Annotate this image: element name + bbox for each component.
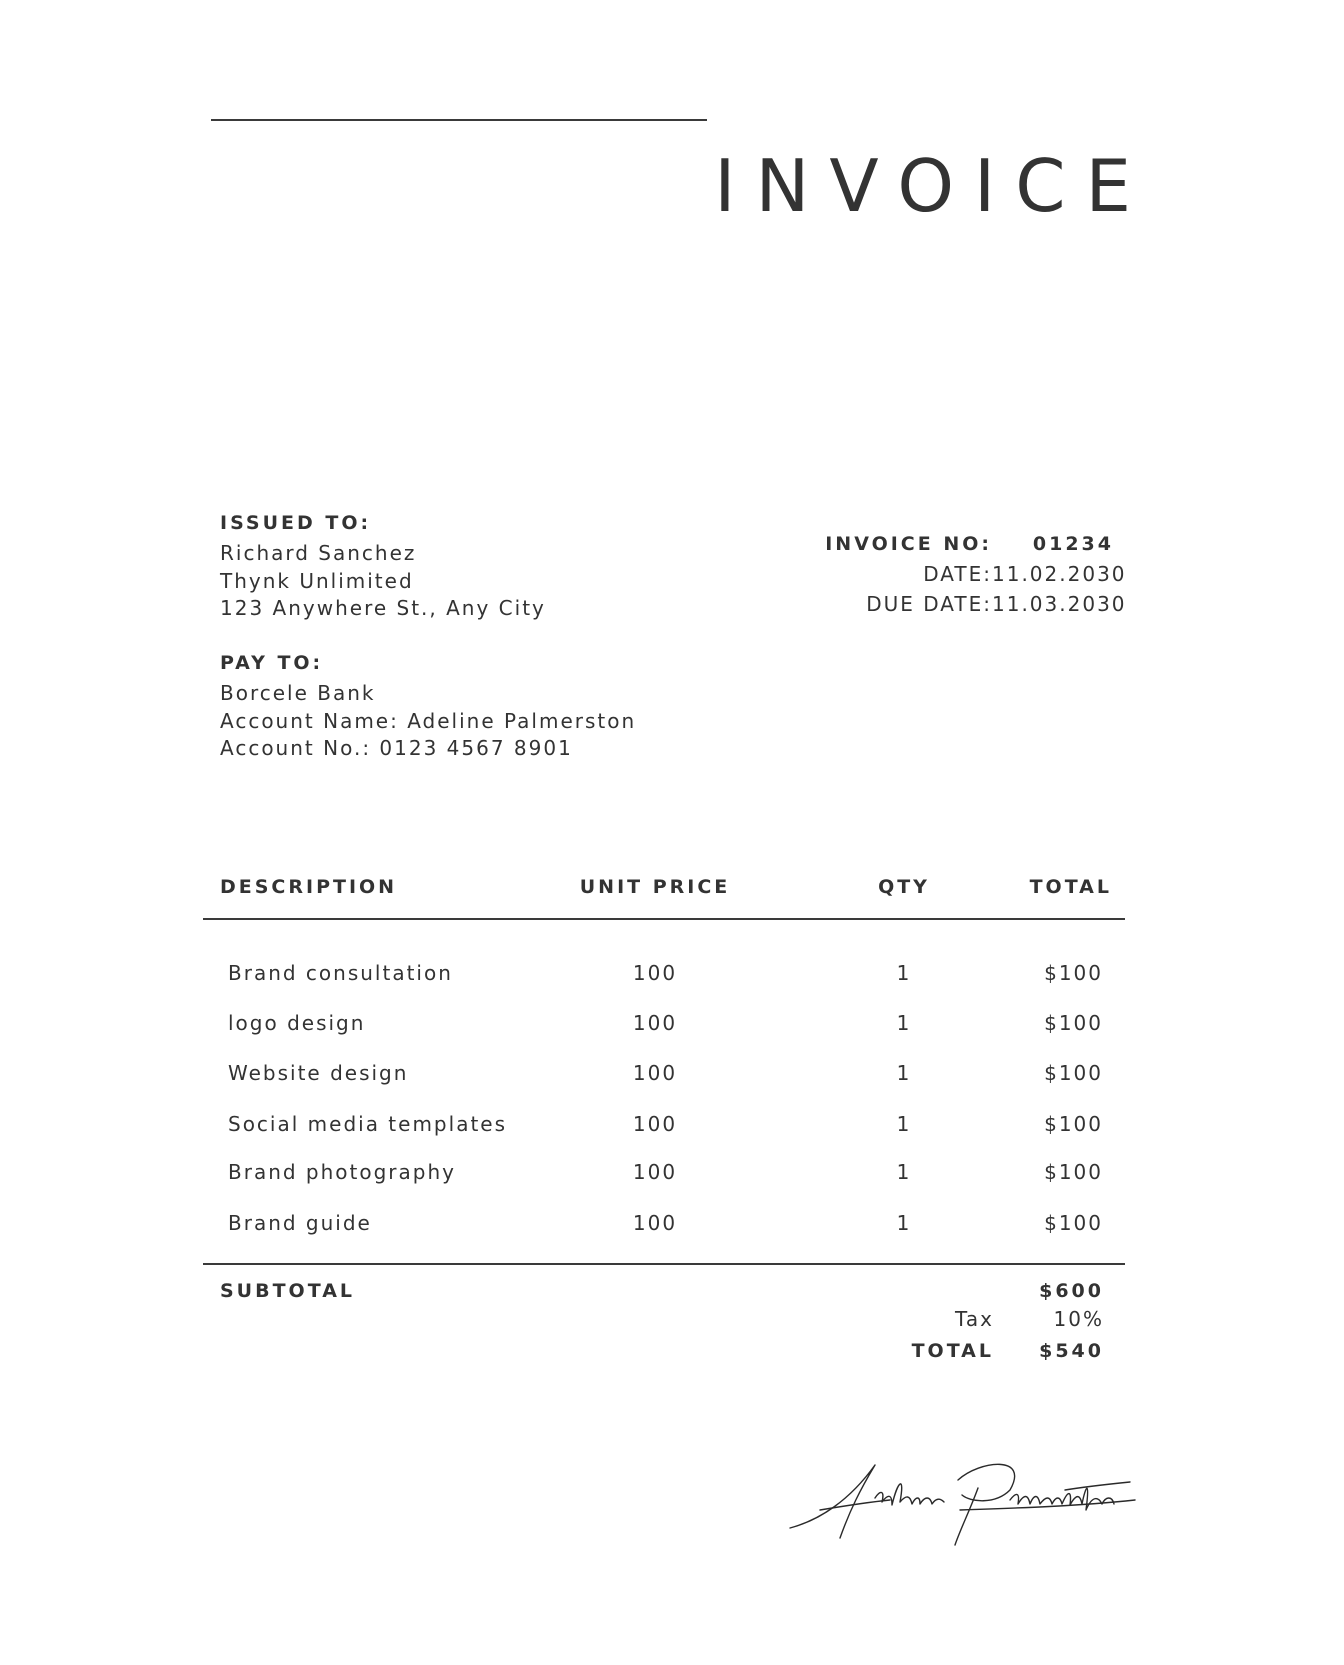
total-label: TOTAL: [911, 1340, 994, 1362]
header-unit-price: UNIT PRICE: [579, 876, 731, 898]
subtotal-row: [912, 1276, 1104, 1306]
due-date-row: [794, 589, 1127, 619]
invoice-no-value: 01234: [1032, 533, 1114, 555]
row-unit-price: 100: [632, 1112, 678, 1136]
client-address: 123 Anywhere St., Any City: [220, 596, 546, 620]
invoice-meta: [794, 529, 1127, 619]
due-date-label: DUE DATE:: [866, 592, 992, 616]
row-unit-price: 100: [632, 1211, 678, 1235]
row-unit-price: 100: [632, 1061, 678, 1085]
row-description: Brand photography: [228, 1160, 456, 1184]
subtotal-label: SUBTOTAL: [220, 1280, 356, 1302]
bank-name: Borcele Bank: [220, 681, 376, 705]
table-header: [203, 868, 1125, 920]
invoice-no-label: INVOICE NO:: [825, 533, 992, 555]
date-value: 11.02.2030: [992, 562, 1127, 586]
table-row: [203, 1157, 1125, 1187]
issued-to-label: ISSUED TO:: [220, 512, 372, 534]
subtotal-value: $600: [1039, 1280, 1104, 1302]
tax-label: Tax: [955, 1307, 994, 1331]
tax-value: 10%: [1053, 1307, 1104, 1331]
total-value: $540: [1039, 1340, 1104, 1362]
header-description: DESCRIPTION: [220, 876, 398, 898]
table-row: [203, 1208, 1125, 1238]
row-description: Brand consultation: [228, 961, 453, 985]
row-total: $100: [1044, 1061, 1103, 1085]
row-unit-price: 100: [632, 1011, 678, 1035]
table-body: [203, 920, 1125, 1265]
row-total: $100: [1044, 1112, 1103, 1136]
header-total: TOTAL: [1029, 876, 1112, 898]
account-number: Account No.: 0123 4567 8901: [220, 736, 573, 760]
row-qty: 1: [896, 1160, 912, 1184]
total-row: [912, 1336, 1104, 1366]
issued-to-section: [220, 510, 546, 623]
row-unit-price: 100: [632, 961, 678, 985]
tax-row: [912, 1306, 1104, 1336]
row-description: Brand guide: [228, 1211, 372, 1235]
account-name: Account Name: Adeline Palmerston: [220, 708, 637, 733]
table-row: [203, 1008, 1125, 1038]
client-company: Thynk Unlimited: [220, 568, 414, 593]
row-qty: 1: [896, 1211, 912, 1235]
row-qty: 1: [896, 1112, 912, 1136]
date-row: [794, 559, 1127, 589]
pay-to-label: PAY TO:: [220, 652, 324, 674]
table-row: [203, 958, 1125, 988]
row-total: $100: [1044, 1160, 1103, 1184]
row-qty: 1: [896, 1061, 912, 1085]
row-total: $100: [1044, 1211, 1103, 1235]
row-qty: 1: [896, 961, 912, 985]
row-qty: 1: [896, 1011, 912, 1035]
row-total: $100: [1044, 961, 1103, 985]
header-qty: QTY: [878, 876, 930, 898]
table-row: [203, 1058, 1125, 1088]
signature: [780, 1450, 1140, 1550]
row-total: $100: [1044, 1011, 1103, 1035]
pay-to-section: [220, 650, 636, 763]
client-name: Richard Sanchez: [220, 541, 417, 565]
due-date-value: 11.03.2030: [992, 592, 1127, 616]
row-description: Website design: [228, 1061, 409, 1085]
row-description: logo design: [228, 1011, 366, 1035]
invoice-title: INVOICE: [714, 144, 1151, 228]
line-items-table: [203, 868, 1125, 1265]
top-divider: [211, 119, 707, 121]
invoice-no-row: [794, 529, 1114, 559]
row-description: Social media templates: [228, 1112, 508, 1136]
summary-block: [912, 1276, 1104, 1366]
date-label: DATE:: [923, 562, 992, 586]
table-row: [203, 1109, 1125, 1139]
row-unit-price: 100: [632, 1160, 678, 1184]
